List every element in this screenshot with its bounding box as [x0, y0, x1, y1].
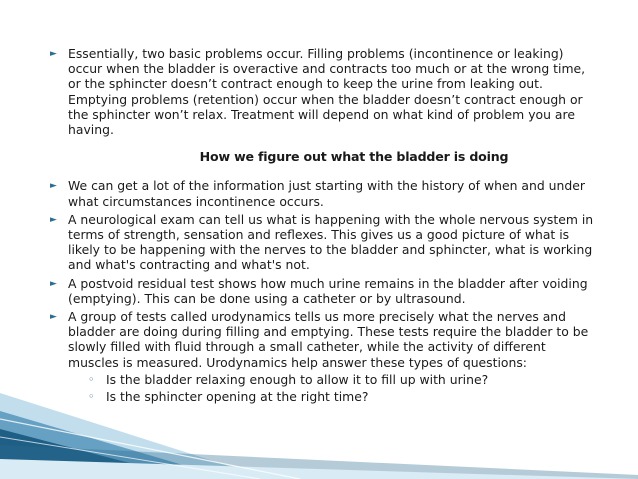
circle-bullet-icon: ◦ [88, 372, 95, 386]
section-heading: How we figure out what the bladder is doing [199, 149, 509, 165]
sub-bullet-relaxing [68, 372, 598, 387]
arrow-bullet-icon: ► [50, 278, 57, 289]
arrow-bullet-icon: ► [50, 49, 57, 59]
bullet-history [50, 178, 598, 208]
bullet-text: Essentially, two basic problems occur. Filling problems (incontinence or leaking) occur when the bladder is overactive and contracts too much or at the wrong time, or the sphincter doesn’t contract enough to keep the urine from leaking out. Emptying problems (retention) occur when the bladder doesn’t contract enough or the sphincter won’t relax. Treatment will depend on what kind of problem you are having. [68, 46, 586, 138]
bottom-wave-decoration [0, 389, 638, 479]
bullet-text: A postvoid residual test shows how much urine remains in the bladder after voiding (emptying). This can be done using a catheter or by ultrasound. [68, 275, 588, 306]
bullet-intro [50, 46, 598, 137]
slide-content [50, 46, 598, 407]
circle-bullet-icon: ◦ [88, 390, 95, 404]
bullet-neuro-exam [50, 212, 598, 273]
sub-bullet-text: Is the sphincter opening at the right time? [106, 389, 369, 405]
bullet-text: A group of tests called urodynamics tells us more precisely what the nerves and bladder are doing during filling and emptying. These tests require the bladder to be slowly filled with fluid through a small catheter, while the activity of different muscles is measured. Urodynamics help answer these types of questions: [68, 309, 589, 370]
bullet-text: We can get a lot of the information just starting with the history of when and under what circumstances incontinence occurs. [68, 178, 585, 209]
arrow-bullet-icon: ► [50, 181, 57, 192]
arrow-bullet-icon: ► [50, 214, 57, 225]
bullet-text: A neurological exam can tell us what is happening with the whole nervous system in terms of strength, sensation and reflexes. This gives us a good picture of what is likely to be happening with the nerves to the bladder and sphincter, what is working and what's contracting and what's not. [68, 211, 594, 273]
arrow-bullet-icon: ► [50, 312, 57, 323]
bullet-postvoid [50, 276, 598, 306]
sub-bullet-text: Is the bladder relaxing enough to allow it to fill up with urine? [106, 371, 489, 387]
